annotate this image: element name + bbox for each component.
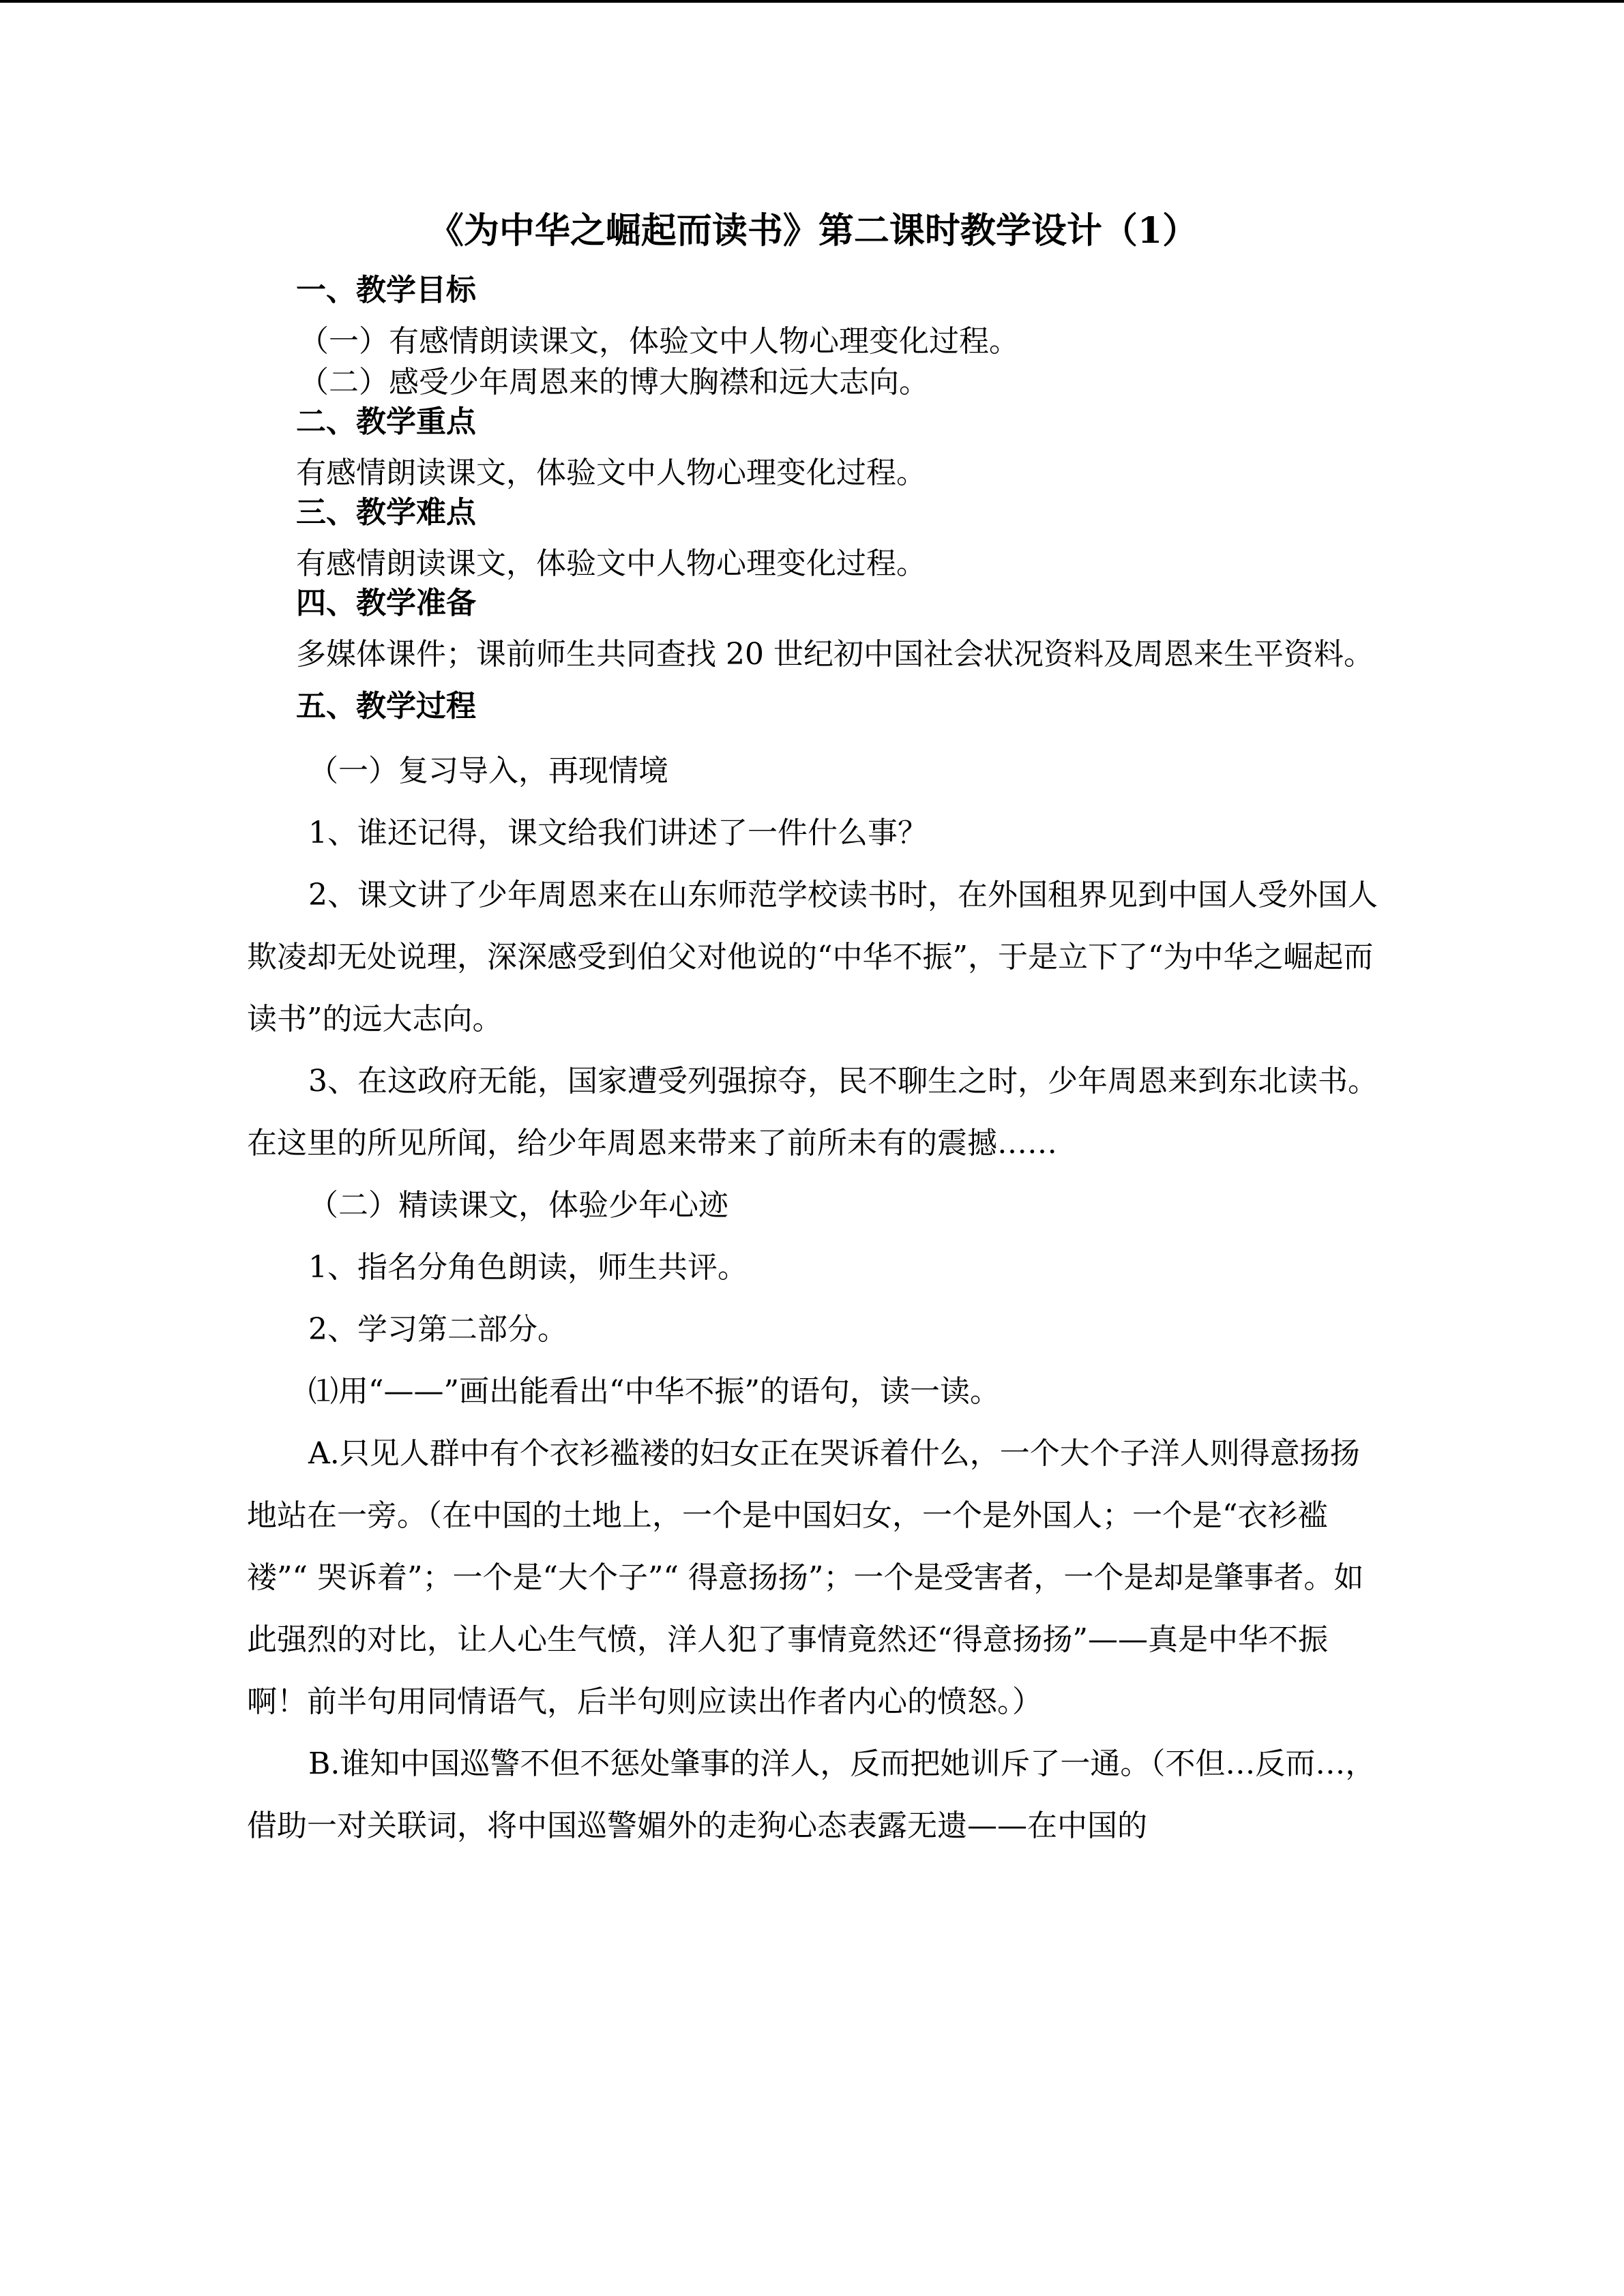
section-heading-prep: 四、教学准备 [296, 586, 476, 621]
goal-item-1: （一）有感情朗读课文，体验文中人物心理变化过程。 [299, 324, 1019, 359]
difficulty-text: 有感情朗读课文，体验文中人物心理变化过程。 [296, 546, 926, 582]
document-title: 《为中华之崛起而读书》第二课时教学设计（1） [428, 210, 1198, 252]
goal-item-2: （二）感受少年周恩来的博大胸襟和远大志向。 [299, 365, 929, 400]
process-paragraph-4: 3、在这政府无能，国家遭受列强掠夺，民不聊生之时，少年周恩来到东北读书。在这里的所见所闻，给少年周恩来带来了前所未有的震撼…… [247, 1064, 1378, 1161]
section-heading-process: 五、教学过程 [296, 689, 476, 724]
section-heading-key: 二、教学重点 [296, 404, 476, 440]
process-paragraph-9: A.只见人群中有个衣衫褴褛的妇女正在哭诉着什么，一个大个子洋人则得意扬扬地站在一旁。（在中国的土地上，一个是中国妇女，一个是外国人；一个是“衣衫褴褛”“ 哭诉着”；一个是“大个子”“ 得意扬扬”；一个是受害者，一个是却是肇事者。如此强烈的对比，让人心生气愤，洋人犯了事情竟然还“得意扬扬”——真是中华不振啊！前半句用同情语气，后半句则应读出作者内心的愤怒。） [247, 1436, 1364, 1720]
section-heading-goals: 一、教学目标 [296, 273, 476, 308]
prep-text: 多媒体课件；课前师生共同查找 20 世纪初中国社会状况资料及周恩来生平资料。 [296, 637, 1374, 672]
document-page [247, 210, 1379, 1857]
process-paragraph-5: （二）精读课文，体验少年心迹 [308, 1188, 728, 1223]
process-paragraph-2: 1、谁还记得，课文给我们讲述了一件什么事？ [308, 816, 928, 851]
process-paragraph-6: 1、指名分角色朗读，师生共评。 [308, 1250, 748, 1285]
page-top-border [0, 0, 1624, 3]
key-text: 有感情朗读课文，体验文中人物心理变化过程。 [296, 456, 926, 491]
process-paragraph-7: 2、学习第二部分。 [308, 1312, 567, 1347]
process-paragraph-3: 2、课文讲了少年周恩来在山东师范学校读书时，在外国租界见到中国人受外国人欺凌却无处说理，深深感受到伯父对他说的“中华不振”，于是立下了“为中华之崛起而读书”的远大志向。 [247, 878, 1378, 1037]
process-paragraph-8: ⑴用“——”画出能看出“中华不振”的语句，读一读。 [308, 1374, 1000, 1410]
process-paragraph-1: （一）复习导入，再现情境 [308, 754, 668, 789]
process-paragraph-10: B.谁知中国巡警不但不惩处肇事的洋人，反而把她训斥了一通。（不但…反而…，借助一对关联词，将中国巡警媚外的走狗心态表露无遗——在中国的 [247, 1746, 1376, 1844]
section-heading-difficulty: 三、教学难点 [296, 495, 476, 531]
